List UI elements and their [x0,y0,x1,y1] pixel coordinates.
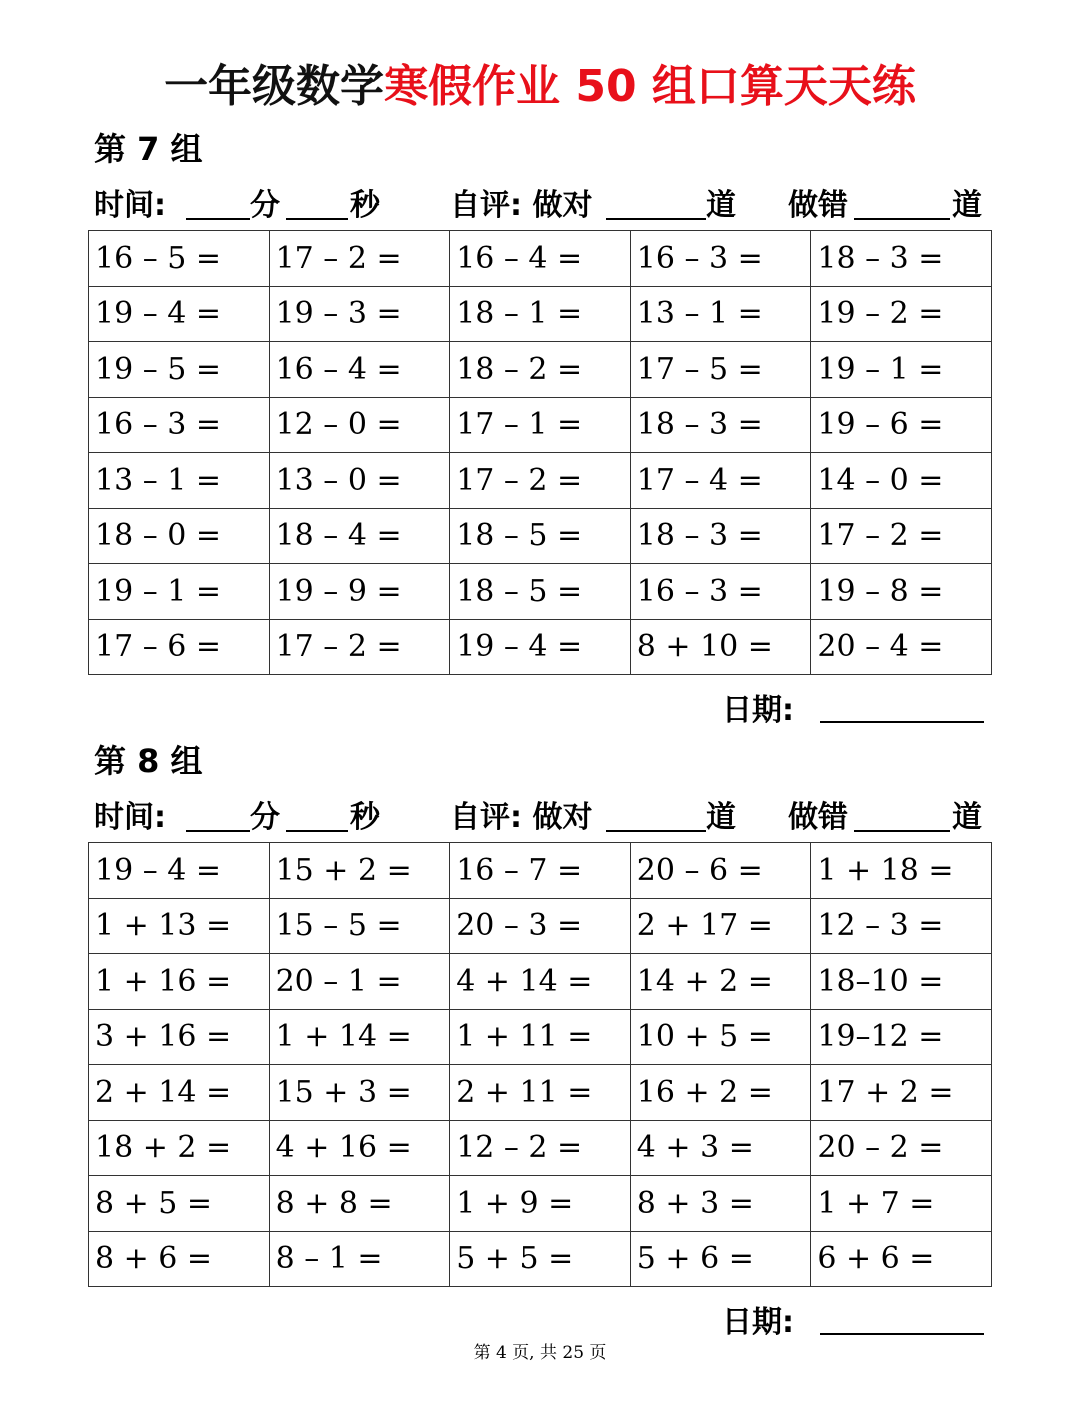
wrong-label: 做错 [788,800,848,835]
meta-row [88,174,992,230]
wrong-count-blank[interactable] [854,830,950,832]
time-label: 时间: [94,188,166,223]
problem-cell[interactable]: 2 + 17 = [630,898,811,954]
seconds-blank[interactable] [286,218,348,220]
problem-cell[interactable]: 15 + 3 = [269,1065,450,1121]
dao-label: 道 [706,800,736,835]
table-row [89,342,992,398]
problem-cell[interactable]: 18 – 2 = [450,342,631,398]
problem-cell[interactable]: 1 + 18 = [811,843,992,899]
problems-table [88,230,992,675]
exercise-group-1 [88,124,992,735]
problem-cell[interactable]: 1 + 14 = [269,1009,450,1065]
date-label: 日期: [722,1305,794,1340]
table-row [89,231,992,287]
table-row [89,508,992,564]
problem-cell[interactable]: 8 + 8 = [269,1176,450,1232]
problem-cell[interactable]: 12 – 3 = [811,898,992,954]
problem-cell[interactable]: 17 – 6 = [89,619,270,675]
problem-cell[interactable]: 20 – 2 = [811,1120,992,1176]
minute-label: 分 [250,188,280,223]
problem-cell[interactable]: 16 – 3 = [89,397,270,453]
problem-cell[interactable]: 17 – 1 = [450,397,631,453]
dao-label: 道 [706,188,736,223]
table-row [89,1009,992,1065]
date-blank[interactable] [820,1333,984,1335]
problem-cell[interactable]: 18 – 1 = [450,286,631,342]
wrong-label: 做错 [788,188,848,223]
problem-cell[interactable]: 2 + 11 = [450,1065,631,1121]
problem-cell[interactable]: 18 – 4 = [269,508,450,564]
minutes-blank[interactable] [186,830,250,832]
problem-cell[interactable]: 1 + 13 = [89,898,270,954]
problem-cell[interactable]: 19 – 1 = [89,564,270,620]
table-row [89,564,992,620]
problem-cell[interactable]: 8 – 1 = [269,1231,450,1287]
problem-cell[interactable]: 20 – 3 = [450,898,631,954]
problem-cell[interactable]: 15 + 2 = [269,843,450,899]
self-eval-label: 自评: 做对 [450,800,593,835]
problem-cell[interactable]: 13 – 1 = [630,286,811,342]
problem-cell[interactable]: 10 + 5 = [630,1009,811,1065]
problem-cell[interactable]: 19 – 1 = [811,342,992,398]
problem-cell[interactable]: 18 – 3 = [630,508,811,564]
problem-cell[interactable]: 12 – 2 = [450,1120,631,1176]
table-row [89,1176,992,1232]
problem-cell[interactable]: 8 + 3 = [630,1176,811,1232]
date-row [88,675,992,735]
problem-cell[interactable]: 18 – 5 = [450,508,631,564]
problem-cell[interactable]: 19 – 2 = [811,286,992,342]
problem-cell[interactable]: 19 – 4 = [89,286,270,342]
page-title [0,52,1080,122]
problem-cell[interactable]: 19–12 = [811,1009,992,1065]
problem-cell[interactable]: 18 – 5 = [450,564,631,620]
table-row [89,954,992,1010]
problem-cell[interactable]: 20 – 4 = [811,619,992,675]
problem-cell[interactable]: 3 + 16 = [89,1009,270,1065]
problem-cell[interactable]: 18 – 3 = [630,397,811,453]
problem-cell[interactable]: 15 – 5 = [269,898,450,954]
table-row [89,898,992,954]
table-row [89,1231,992,1287]
problem-cell[interactable]: 4 + 3 = [630,1120,811,1176]
problem-cell[interactable]: 19 – 9 = [269,564,450,620]
second-label: 秒 [350,800,380,835]
problem-cell[interactable]: 20 – 6 = [630,843,811,899]
table-row [89,453,992,509]
problem-cell[interactable]: 16 – 4 = [450,231,631,287]
page-footer: 第 4 页, 共 25 页 [473,1343,607,1363]
problem-cell[interactable]: 16 – 7 = [450,843,631,899]
page-title-red: 寒假作业 50 组口算天天练 [384,61,916,112]
problem-cell[interactable]: 13 – 1 = [89,453,270,509]
table-row [89,843,992,899]
problem-cell[interactable]: 18 – 0 = [89,508,270,564]
problem-cell[interactable]: 19 – 3 = [269,286,450,342]
problem-cell[interactable]: 8 + 10 = [630,619,811,675]
problem-cell[interactable]: 19 – 6 = [811,397,992,453]
minutes-blank[interactable] [186,218,250,220]
problem-cell[interactable]: 4 + 16 = [269,1120,450,1176]
problem-cell[interactable]: 5 + 5 = [450,1231,631,1287]
problem-cell[interactable]: 17 – 2 = [269,231,450,287]
problem-cell[interactable]: 6 + 6 = [811,1231,992,1287]
problem-cell[interactable]: 20 – 1 = [269,954,450,1010]
exercise-group-2 [88,736,992,1347]
problem-cell[interactable]: 19 – 8 = [811,564,992,620]
wrong-count-blank[interactable] [854,218,950,220]
problem-cell[interactable]: 17 – 2 = [269,619,450,675]
page-title-black: 一年级数学 [164,61,385,112]
problem-cell[interactable]: 4 + 14 = [450,954,631,1010]
table-row [89,1065,992,1121]
problem-cell[interactable]: 16 – 4 = [269,342,450,398]
problem-cell[interactable]: 13 – 0 = [269,453,450,509]
problem-cell[interactable]: 14 – 0 = [811,453,992,509]
correct-count-blank[interactable] [606,830,706,832]
table-row [89,286,992,342]
problem-cell[interactable]: 18 + 2 = [89,1120,270,1176]
self-eval-label: 自评: 做对 [450,188,593,223]
problem-cell[interactable]: 5 + 6 = [630,1231,811,1287]
problem-cell[interactable]: 16 – 5 = [89,231,270,287]
meta-row [88,786,992,842]
problem-cell[interactable]: 17 – 5 = [630,342,811,398]
group-title: 第 8 组 [94,742,203,780]
problem-cell[interactable]: 18 – 3 = [811,231,992,287]
problem-cell[interactable]: 12 – 0 = [269,397,450,453]
table-row [89,1120,992,1176]
minute-label: 分 [250,800,280,835]
problem-cell[interactable]: 16 – 3 = [630,564,811,620]
problem-cell[interactable]: 17 – 4 = [630,453,811,509]
problem-cell[interactable]: 19 – 5 = [89,342,270,398]
time-label: 时间: [94,800,166,835]
group-title: 第 7 组 [94,130,203,168]
problem-cell[interactable]: 1 + 9 = [450,1176,631,1232]
problem-cell[interactable]: 19 – 4 = [89,843,270,899]
problem-cell[interactable]: 17 – 2 = [450,453,631,509]
problem-cell[interactable]: 1 + 16 = [89,954,270,1010]
table-row [89,619,992,675]
correct-count-blank[interactable] [606,218,706,220]
problem-cell[interactable]: 18–10 = [811,954,992,1010]
problems-table [88,842,992,1287]
problem-cell[interactable]: 19 – 4 = [450,619,631,675]
problem-cell[interactable]: 14 + 2 = [630,954,811,1010]
problem-cell[interactable]: 1 + 7 = [811,1176,992,1232]
problem-cell[interactable]: 8 + 6 = [89,1231,270,1287]
problem-cell[interactable]: 17 + 2 = [811,1065,992,1121]
problem-cell[interactable]: 16 – 3 = [630,231,811,287]
problem-cell[interactable]: 16 + 2 = [630,1065,811,1121]
problem-cell[interactable]: 1 + 11 = [450,1009,631,1065]
second-label: 秒 [350,188,380,223]
problem-cell[interactable]: 17 – 2 = [811,508,992,564]
problem-cell[interactable]: 2 + 14 = [89,1065,270,1121]
seconds-blank[interactable] [286,830,348,832]
date-label: 日期: [722,693,794,728]
date-blank[interactable] [820,721,984,723]
table-row [89,397,992,453]
dao-label-2: 道 [952,188,982,223]
problem-cell[interactable]: 8 + 5 = [89,1176,270,1232]
dao-label-2: 道 [952,800,982,835]
